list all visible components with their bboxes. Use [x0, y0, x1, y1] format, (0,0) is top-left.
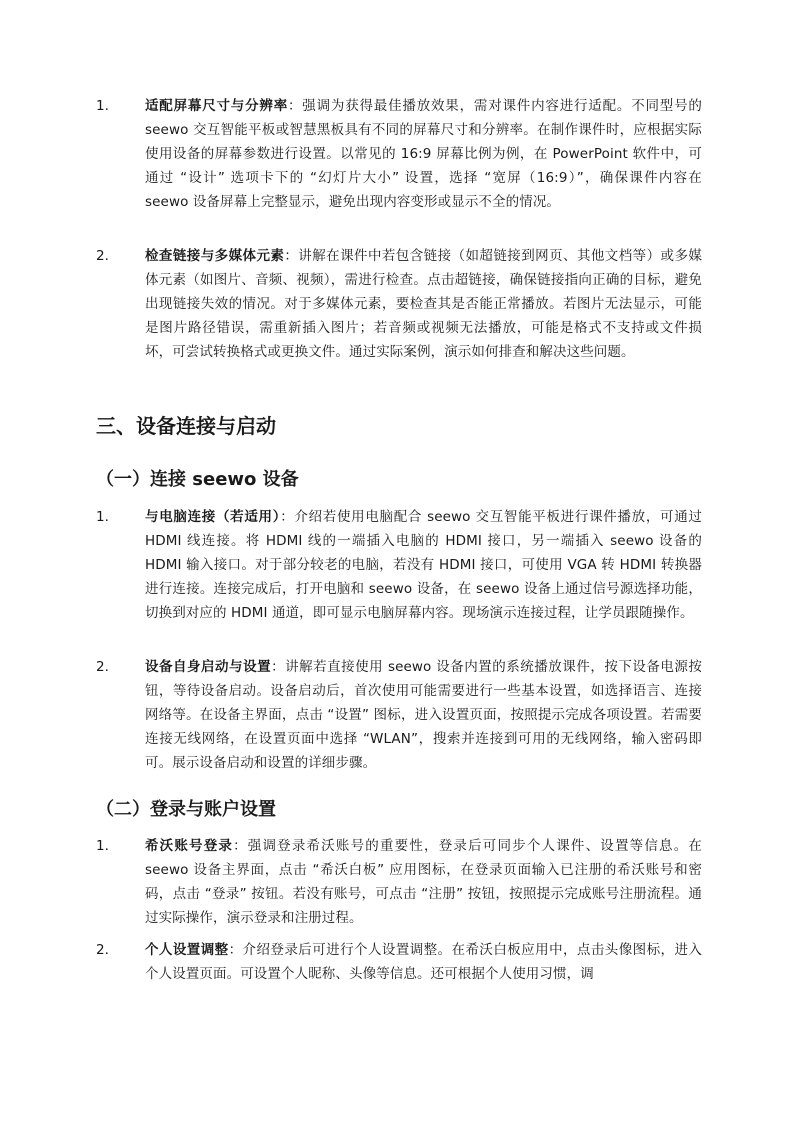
list-item [96, 244, 702, 364]
list-number: 2. [96, 659, 109, 675]
list-number: 1. [96, 838, 109, 854]
list-item-body: ：介绍登录后可进行个人设置调整。在希沃白板应用中，点击头像图标，进入个人设置页面。可设置个人昵称、头像等信息。还可根据个人使用习惯，调 [145, 942, 702, 982]
list-item-title: 检查链接与多媒体元素 [145, 248, 285, 264]
list-text [145, 938, 702, 986]
list-item-body: ：讲解若直接使用 seewo 设备内置的系统播放课件，按下设备电源按钮，等待设备启动。设备启动后，首次使用可能需要进行一些基本设置，如选择语言、连接网络等。在设备主界面，点击 “设置” 图标，进入设置页面，按照提示完成各项设置。若需要连接无线网络，在设置页面中选择 “WLAN”，搜索并连接到可用的无线网络，输入密码即可。展示设备启动和设置的详细步骤。 [145, 659, 702, 771]
list-text [145, 655, 702, 775]
list-number: 1. [96, 98, 109, 114]
list-item-body: ：讲解在课件中若包含链接（如超链接到网页、其他文档等）或多媒体元素（如图片、音频、视频），需进行检查。点击超链接，确保链接指向正确的目标，避免出现链接失效的情况。对于多媒体元素，要检查其是否能正常播放。若图片无法显示，可能是图片路径错误，需重新插入图片；若音频或视频无法播放，可能是格式不支持或文件损坏，可尝试转换格式或更换文件。通过实际案例，演示如何排查和解决这些问题。 [145, 248, 703, 360]
list-text [145, 505, 702, 625]
list-item [96, 938, 702, 986]
list-number: 1. [96, 509, 109, 525]
list-item [96, 505, 702, 625]
list-item-body: ：介绍若使用电脑配合 seewo 交互智能平板进行课件播放，可通过 HDMI 线连接。将 HDMI 线的一端插入电脑的 HDMI 接口，另一端插入 seewo 设备的 HDMI 输入接口。对于部分较老的电脑，若没有 HDMI 接口，可使用 VGA 转 HDMI 转换器进行连接。连接完成后，打开电脑和 seewo 设备，在 seewo 设备上通过信号源选择功能，切换到对应的 HDMI 通道，即可显示电脑屏幕内容。现场演示连接过程，让学员跟随操作。 [145, 509, 703, 621]
section-heading: （一）连接 seewo 设备 [96, 469, 299, 490]
list-item [96, 655, 702, 775]
section-heading: （二）登录与账户设置 [96, 799, 276, 820]
list-number: 2. [96, 248, 109, 264]
list-item-body: ：强调登录希沃账号的重要性，登录后可同步个人课件、设置等信息。在 seewo 设备主界面，点击 “希沃白板” 应用图标，在登录页面输入已注册的希沃账号和密码，点击 “登录” 按钮。若没有账号，可点击 “注册” 按钮，按照提示完成账号注册流程。通过实际操作，演示登录和注册过程。 [145, 838, 702, 926]
chapter-heading: 三、设备连接与启动 [96, 414, 276, 438]
list-text [145, 834, 702, 930]
list-item [96, 834, 702, 930]
list-item-title: 设备自身启动与设置 [145, 659, 272, 675]
list-item-title: 希沃账号登录 [145, 838, 234, 854]
list-text [145, 244, 702, 364]
list-number: 2. [96, 942, 109, 958]
list-item-title: 与电脑连接（若适用） [145, 509, 281, 525]
list-item [96, 94, 702, 214]
list-text [145, 94, 702, 214]
list-item-body: ：强调为获得最佳播放效果，需对课件内容进行适配。不同型号的 seewo 交互智能平板或智慧黑板具有不同的屏幕尺寸和分辨率。在制作课件时，应根据实际使用设备的屏幕参数进行设置。以常见的 16:9 屏幕比例为例，在 PowerPoint 软件中，可通过 “设计” 选项卡下的 “幻灯片大小” 设置，选择 “宽屏（16:9）”，确保课件内容在 seewo 设备屏幕上完整显示，避免出现内容变形或显示不全的情况。 [145, 98, 702, 210]
list-item-title: 个人设置调整 [145, 942, 229, 958]
list-item-title: 适配屏幕尺寸与分辨率 [145, 98, 288, 114]
